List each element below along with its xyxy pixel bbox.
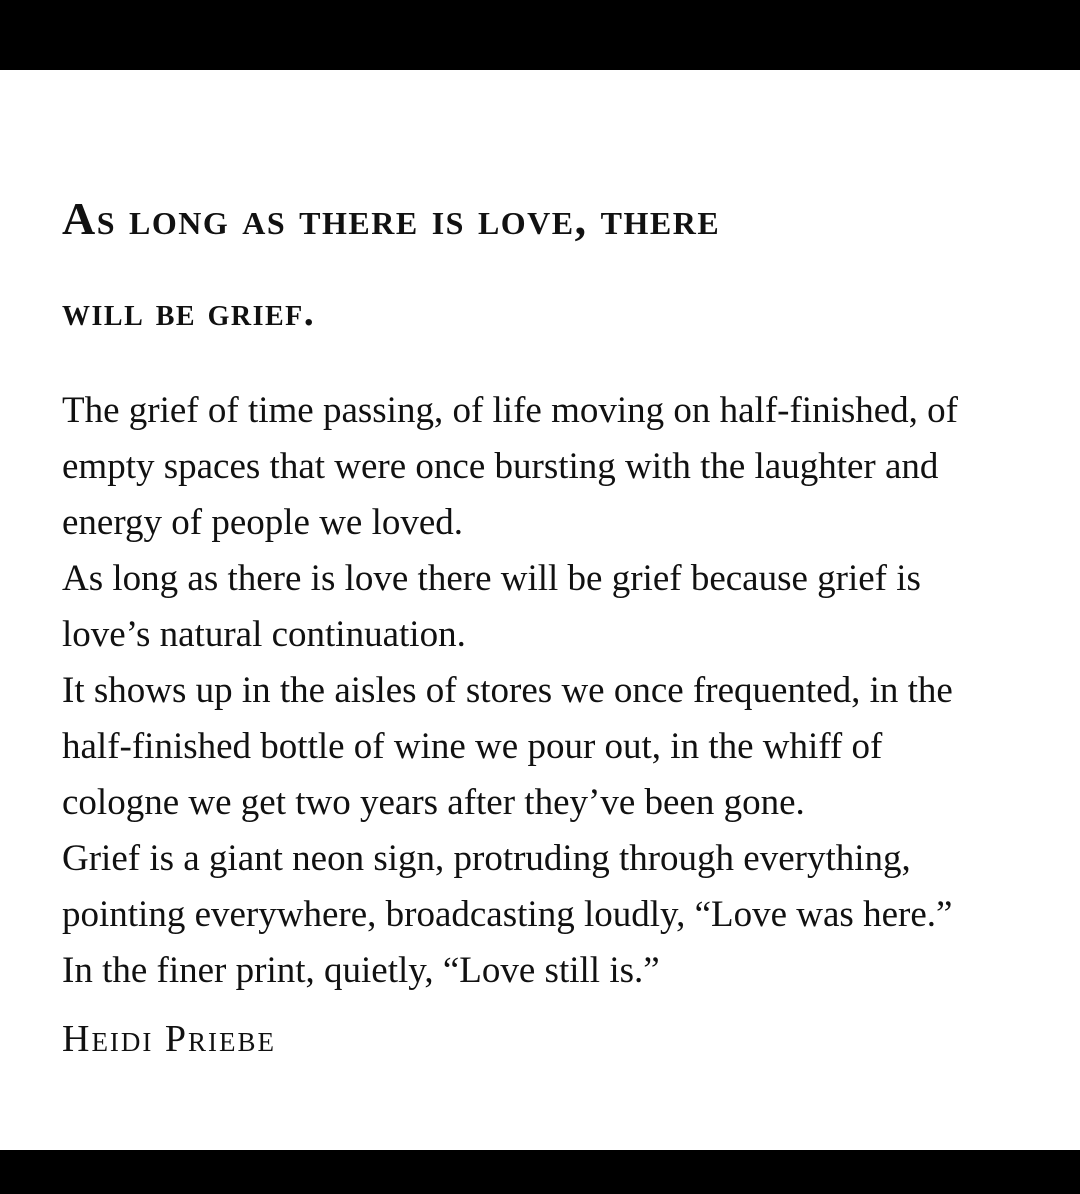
quote-body-line: As long as there is love there will be grief because grief is xyxy=(62,558,921,599)
top-black-bar xyxy=(0,0,1080,70)
quote-body-line: energy of people we loved. xyxy=(62,502,464,543)
quote-body-line: half-finished bottle of wine we pour out, in the whiff of xyxy=(62,726,883,767)
quote-body-line: love’s natural continuation. xyxy=(62,614,466,655)
quote-body-line: It shows up in the aisles of stores we once frequented, in the xyxy=(62,670,953,711)
quote-body-line: pointing everywhere, broadcasting loudly, “Love was here.” xyxy=(62,894,953,935)
quote-body-line: Grief is a giant neon sign, protruding through everything, xyxy=(62,838,911,879)
quote-body xyxy=(62,383,1042,999)
quote-author: Heidi Priebe xyxy=(62,1018,277,1060)
quote-body-line: cologne we get two years after they’ve been gone. xyxy=(62,782,805,823)
quote-body-line: The grief of time passing, of life moving on half-finished, of xyxy=(62,390,959,431)
quote-body-line: In the finer print, quietly, “Love still is.” xyxy=(62,950,660,991)
quote-body-line: empty spaces that were once bursting with the laughter and xyxy=(62,446,939,487)
quote-card xyxy=(0,70,1080,1150)
bottom-black-bar xyxy=(0,1150,1080,1194)
quote-title-line-1: As long as there is love, there xyxy=(62,193,721,244)
quote-title-line-2: will be grief. xyxy=(62,289,316,334)
